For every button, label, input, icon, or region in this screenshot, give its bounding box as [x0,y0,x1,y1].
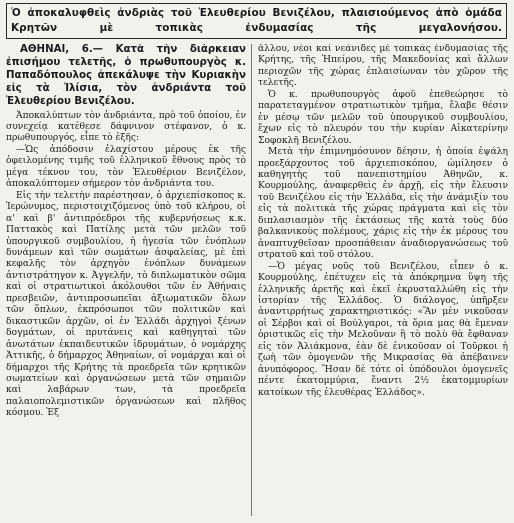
lead-text: Κατὰ τὴν διάρκειαν ἐπισήμου τελετῆς, ὁ πρωθυπουργὸς κ. Παπαδόπουλος ἀπεκάλυψε τὴν Κυριακὴν εἰς τὰ Ἰλίσια, τὸν ἀνδριάντα τοῦ Ἐλευθερίου Βενιζέλου. [6,44,246,107]
paragraph: —Ὁ μέγας νοῦς τοῦ Βενιζέλου, εἶπεν ὁ κ. Κουρμούλης, ἐπέτυχεν εἰς τὰ ἀπόκρημνα ὕψη τῆς ἑλληνικῆς ἀρετῆς καὶ ἐκεῖ ἐκρυσταλλώθη εἰς τὴν ἱστορίαν τῆς Ἑλλάδος. Ὁ διάλογος, ὑπῆρξεν ἀναντιρρήτως χαρακτηριστικός: «Ἂν μὲν νικοῦσαν οἱ Σέρβοι καὶ οἱ Βούλγαροι, τὰ ὅρια μας θὰ ἔμεναν ὁριστικῶς εἰς τὴν Μελοῦναν ἢ τὸ πολὺ θὰ ἔφθαναν εἰς τὸν Ἀλιάκμονα, ἐὰν δὲ ἐνικοῦσαν οἱ Τοῦρκοι ἡ ζωὴ τῶν ὁμογενῶν τῆς Μικρασίας θὰ ἀπέβαινεν ἀνυπόφορος. Ἤσαν δὲ τότε οἱ ὑπόδουλοι ὁμογενεῖς πέντε ἑκατομμύρια, ἔναντι 2½ ἑκατομμυρίων κατοίκων τῆς ἐλευθέρας Ἑλλάδος». [258,261,508,398]
paragraph: —Ὡς ἀπόδοσιν ἐλαχίστου μέρους ἐκ τῆς ὀφειλομένης τιμῆς τοῦ ἑλληνικοῦ ἔθνους πρὸς τὸ μέγα τέκνον του, τὸν Ἐλευθέριον Βενιζέλον, ἀποκαλύπτομεν σήμερον τὸν ἀνδριάντα του. [6,144,246,190]
article-lead [6,44,246,109]
article-left-column [6,44,246,520]
paragraph: ἄλλου, νέοι καὶ νεάνιδες μὲ τοπικὰς ἐνδυμασίας τῆς Κρήτης, τῆς Ἠπείρου, τῆς Μακεδονίας καὶ ἄλλων περιοχῶν τῆς χώρας ἐπλαισίωναν τὸν χῶρον τῆς τελετῆς. [258,44,508,89]
column-divider [251,44,252,516]
paragraph: Εἰς τὴν τελετὴν παρέστησαν, ὁ ἀρχιεπίσκοπος κ. Ἱερώνυμος, περιστοιχιζόμενος ὑπὸ τοῦ κλήρου, οἱ α' καὶ β' ἀντιπρόεδροι τῆς κυβερνήσεως κ.κ. Παττακὸς καὶ Πατίλης μετὰ τῶν μελῶν τοῦ ὑπουργικοῦ συμβουλίου, ἡ ἡγεσία τῶν ἐνόπλων δυνάμεων καὶ τῶν σωμάτων ἀσφαλείας, μὲ ἐπὶ κεφαλῆς τὸν ἀρχηγὸν ἐνόπλων δυνάμεων ἀντιστράτηγον κ. Ἀγγελῆν, τὸ διπλωματικὸν σῶμα καὶ οἱ στρατιωτικοὶ ἀκόλουθοι τῶν ἐν Ἀθήναις πρεσβειῶν, ἀντιπροσωπεῖαι ἀξιωματικῶν ὅλων τῶν ὅπλων, ἐκπρόσωποι τῶν πολιτικῶν καὶ δικαστικῶν ἀρχῶν, οἱ ἐν Ἑλλάδι ἀρχηγοὶ ξένων δογμάτων, οἱ πρυτάνεις καὶ καθηγηταὶ τῶν ἀνωτάτων ἐκπαιδευτικῶν ἱδρυμάτων, ὁ νομάρχης Ἀττικῆς, ὁ δήμαρχος Ἀθηναίων, οἱ νομάρχαι καὶ οἱ δήμαρχοι τῆς Κρήτης τὰ προεδρεῖα τῶν κρητικῶν σωματείων καὶ ὀργανώσεων μετὰ τῶν σημαιῶν καὶ λαβάρων των, τὰ προεδρεῖα παλαιοπολεμιστικῶν ὀργανώσεων καὶ πλῆθος κόσμου. Ἐξ [6,190,246,419]
paragraph: Ἀποκαλύπτων τὸν ἀνδριάντα, πρὸ τοῦ ὁποίου, ἐν συνεχείᾳ κατέθεσε δάφνινον στέφανον, ὁ κ. πρωθυπουργός, εἶπε τὸ ἑξῆς: [6,110,246,144]
paragraph: Ὁ κ. πρωθυπουργὸς ἀφοῦ ἐπεθεώρησε τὸ παρατεταγμένον στρατιωτικὸν τμῆμα, ἔλαβε θέσιν ἐν μέσῳ τῶν μελῶν τοῦ ὑπουργικοῦ συμβουλίου, ἔχων εἰς τὸ πλευρόν του τὴν κυρίαν Αἰκατερίνην Σοφοκλῆ Βενιζέλου. [258,89,508,146]
article-right-column [258,44,508,520]
photo-caption: Ὁ ἀποκαλυφθεὶς ἀνδριὰς τοῦ Ἐλευθερίου Βενιζέλου, πλαισιούμενος ἀπὸ ὁμάδα Κρητῶν μὲ τοπικὰς ἐνδυμασίας τῆς μεγαλονήσου. [6,3,507,39]
paragraph: Μετὰ τὴν ἐπιμνημόσυνον δέησιν, ἡ ὁποία ἐψάλη προεξάρχοντος τοῦ ἀρχιεπισκόπου, ὡμίλησεν ὁ καθηγητὴς τοῦ πανεπιστημίου Ἀθηνῶν, κ. Κουρμούλης, ἀναφερθεὶς ἐν ἀρχῇ, εἰς τὴν ἔλευσιν τοῦ Βενιζέλου εἰς τὴν Ἑλλάδα, εἰς τὴν ἀνάμιξίν του εἰς τὰ πολιτικὰ τῆς χώρας πράγματα καὶ εἰς τὸν διπλασιασμὸν τῆς ἐκτάσεως τῆς κατὰ τοὺς δύο βαλκανικοὺς πολέμους, χάρις εἰς τὴν ἐκ μέρους του ἀναπτυχθεῖσαν προσπάθειαν ἀναδιοργανώσεως τοῦ στρατοῦ καὶ τοῦ στόλου. [258,147,508,261]
dateline: ΑΘΗΝΑΙ, 6.— [20,44,103,55]
